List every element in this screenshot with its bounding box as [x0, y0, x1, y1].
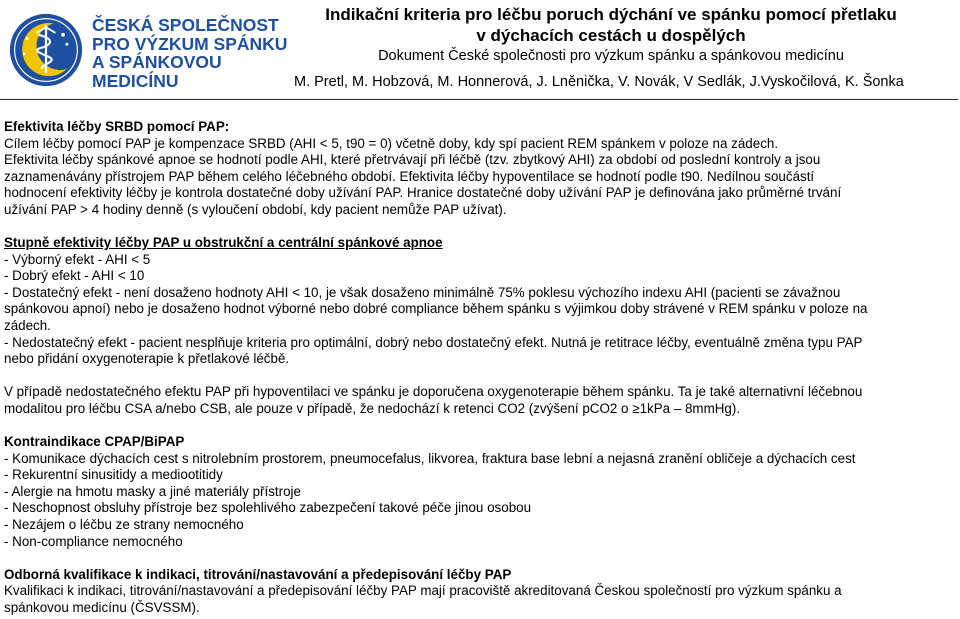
society-name: [92, 16, 287, 90]
list-item: - Dobrý efekt - AHI < 10: [4, 268, 145, 284]
paragraph-line: zaznamenávány přístrojem PAP během celého léčebného období. Efektivita léčby hypoventilace se hodnotí podle t90. Nedílnou součástí: [4, 168, 815, 184]
paragraph-line: spánkovou medicínu (ČSVSSM).: [4, 599, 200, 615]
section-stupne-efektivity: [4, 235, 956, 368]
list-item: - Nezájem o léčbu ze strany nemocného: [4, 516, 244, 532]
document-header: [0, 0, 960, 99]
society-name-line: MEDICÍNU: [92, 70, 179, 91]
title-block: [268, 4, 954, 67]
society-name-line: A SPÁNKOVOU: [92, 52, 222, 72]
authors-line: M. Pretl, M. Hobzová, M. Honnerová, J. Lněnička, V. Novák, V Sedlák, J.Vyskočilová, K. Šonka: [294, 74, 904, 90]
section-heading: Efektivita léčby SRBD pomocí PAP:: [4, 119, 230, 134]
paragraph-line: V případě nedostatečného efektu PAP při hypoventilaci ve spánku je doporučena oxygenoterapie během spánku. Ta je také alternativní léčebnou: [4, 384, 863, 400]
paragraph-line: Efektivita léčby spánkové apnoe se hodnotí podle AHI, které přetrvávají při léčbě (tzv. zbytkový AHI) za období od poslední kontroly a jsou: [4, 152, 821, 168]
society-logo: [8, 12, 84, 88]
paragraph-line: zádech.: [4, 318, 51, 334]
paragraph-line: Cílem léčby pomocí PAP je kompenzace SRBD (AHI < 5, t90 = 0) včetně doby, kdy spí pacient REM spánkem v poloze na zádech.: [4, 135, 779, 151]
document-body: [4, 119, 956, 616]
document-title-line2: v dýchacích cestách u dospělých: [476, 26, 746, 45]
paragraph-line: spánkovou apnoí) nebo je dosaženo hodnot výborné nebo dobré compliance během spánku s výjimkou doby strávené v REM spánku v poloze na: [4, 301, 868, 317]
list-item: - Rekurentní sinusitidy a mediootitidy: [4, 467, 223, 483]
section-heading: Kontraindikace CPAP/BiPAP: [4, 434, 185, 449]
paragraph-line: Kvalifikaci k indikaci, titrování/nastavování a předepisování léčby PAP mají pracoviště akreditovaná Českou společností pro výzkum spánku a: [4, 583, 842, 599]
paragraph-line: hodnocení efektivity léčby je kontrola dostatečné doby užívání PAP. Hranice dostatečné doby užívání PAP je definována jako průměrné trvání: [4, 185, 842, 201]
spacer: [4, 418, 956, 435]
section-oxygenoterapie: [4, 384, 956, 417]
society-name-line: ČESKÁ SPOLEČNOST: [92, 15, 279, 35]
list-item: - Výborný efekt - AHI < 5: [4, 251, 151, 267]
society-name-line: PRO VÝZKUM SPÁNKU: [92, 33, 288, 54]
spacer: [4, 368, 956, 385]
spacer: [4, 550, 956, 567]
section-heading: Odborná kvalifikace k indikaci, titrování/nastavování a předepisování léčby PAP: [4, 566, 512, 582]
section-efektivita: [4, 119, 956, 219]
section-heading: Stupně efektivity léčby PAP u obstrukční a centrální spánkové apnoe: [4, 235, 443, 251]
list-item: - Neschopnost obsluhy přístroje bez spolehlivého zabezpečení takové péče jinou osobou: [4, 500, 532, 516]
paragraph-line: nebo přidání oxygenoterapie k přetlakové léčbě.: [4, 351, 290, 367]
list-item: - Non-compliance nemocného: [4, 533, 183, 549]
document-subtitle: Dokument České společnosti pro výzkum spánku a spánkovou medicínu: [378, 48, 844, 64]
list-item: - Alergie na hmotu masky a jiné materiály přístroje: [4, 483, 301, 499]
header-divider: [0, 99, 958, 100]
section-kvalifikace: [4, 567, 956, 617]
paragraph-line: modalitou pro léčbu CSA a/nebo CSB, ale pouze v případě, že nedochází k retenci CO2 (zvýšení pCO2 o ≥1kPa – 8mmHg).: [4, 400, 741, 416]
list-item: - Komunikace dýchacích cest s nitrolebním prostorem, pneumocefalus, likvorea, fraktura base lební a nejasná zranění obličeje a dýchacích cest: [4, 450, 856, 466]
list-item: - Dostatečný efekt - není dosaženo hodnoty AHI < 10, je však dosaženo minimálně 75% poklesu výchozího indexu AHI (pacienti se závažnou: [4, 284, 841, 300]
spacer: [4, 219, 956, 236]
paragraph-line: užívání PAP > 4 hodiny denně (s vyloučení období, kdy pacient nemůže PAP užívat).: [4, 201, 507, 217]
list-item: - Nedostatečný efekt - pacient nesplňuje kriteria pro optimální, dobrý nebo dostatečný efekt. Nutná je retitrace léčby, eventuálně změna typu PAP: [4, 334, 863, 350]
document-title-line1: Indikační kriteria pro léčbu poruch dýchání ve spánku pomocí přetlaku: [325, 5, 897, 24]
section-kontraindikace: [4, 434, 956, 550]
